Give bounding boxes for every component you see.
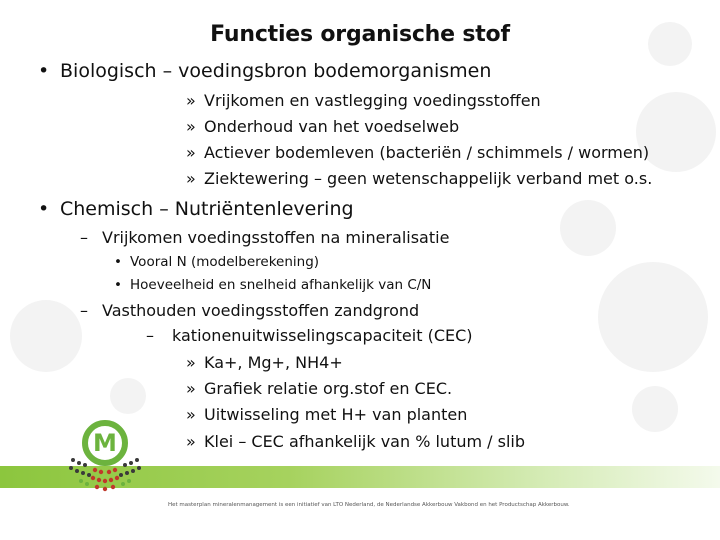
logo-letter: M	[93, 429, 117, 457]
sub-item-text: Klei – CEC afhankelijk van % lutum / slib	[204, 432, 526, 451]
chevron-marker: »	[186, 379, 196, 398]
chevron-marker: »	[186, 405, 196, 424]
mineral-management-logo	[63, 420, 147, 500]
sub-item	[186, 432, 525, 451]
sub-item	[186, 379, 452, 398]
bullet-marker: •	[38, 198, 50, 220]
sub-heading-text: Vasthouden voedingsstoffen zandgrond	[102, 301, 420, 320]
background-circle	[632, 386, 678, 432]
sub-item-text: Onderhoud van het voedselweb	[204, 117, 460, 136]
sub-heading-text: Vrijkomen voedingsstoffen na mineralisatie	[102, 228, 450, 247]
sub-item	[186, 143, 649, 162]
sub-heading	[80, 228, 449, 247]
cec-heading	[146, 326, 473, 345]
dash-marker: –	[146, 326, 154, 345]
logo-icon	[63, 420, 147, 500]
sub-item-text: Ka+, Mg+, NH4+	[204, 353, 343, 372]
background-circle	[598, 262, 708, 372]
bullet-marker: •	[38, 60, 50, 82]
chevron-marker: »	[186, 169, 196, 188]
sub-item	[186, 169, 652, 188]
dash-marker: –	[80, 301, 88, 320]
chevron-marker: »	[186, 91, 196, 110]
sub-item-text: Ziektewering – geen wetenschappelijk verband met o.s.	[204, 169, 653, 188]
sub-heading	[80, 301, 419, 320]
bullet-text: Chemisch – Nutriëntenlevering	[60, 198, 354, 220]
chevron-marker: »	[186, 353, 196, 372]
sub-item	[186, 91, 541, 110]
cec-heading-text: kationenuitwisselingscapaciteit (CEC)	[172, 326, 473, 345]
sub-item-text: Grafiek relatie org.stof en CEC.	[204, 379, 453, 398]
sub-item	[186, 353, 343, 372]
sub-item-text: Uitwisseling met H+ van planten	[204, 405, 468, 424]
background-circle	[10, 300, 82, 372]
detail-item-text: Hoeveelheid en snelheid afhankelijk van C/N	[130, 277, 432, 293]
chevron-marker: »	[186, 117, 196, 136]
slide-title: Functies organische stof	[210, 22, 510, 47]
chevron-marker: »	[186, 432, 196, 451]
bullet-biologisch	[38, 60, 491, 82]
sub-item	[186, 405, 467, 424]
sub-item	[186, 117, 459, 136]
detail-item	[114, 254, 319, 270]
bullet-text: Biologisch – voedingsbron bodemorganismen	[60, 60, 492, 82]
detail-item-text: Vooral N (modelberekening)	[130, 254, 320, 270]
bullet-marker: •	[114, 254, 122, 270]
bullet-marker: •	[114, 277, 122, 293]
chevron-marker: »	[186, 143, 196, 162]
bullet-chemisch	[38, 198, 354, 220]
background-circle	[560, 200, 616, 256]
background-circle	[110, 378, 146, 414]
detail-item	[114, 277, 431, 293]
sub-item-text: Actiever bodemleven (bacteriën / schimmels / wormen)	[204, 143, 650, 162]
dash-marker: –	[80, 228, 88, 247]
sub-item-text: Vrijkomen en vastlegging voedingsstoffen	[204, 91, 541, 110]
footer-text: Het masterplan mineralenmanagement is een initiatief van LTO Nederland, de Nederlandse Akkerbouw Vakbond en het Productschap Akkerbouw.	[168, 502, 570, 508]
